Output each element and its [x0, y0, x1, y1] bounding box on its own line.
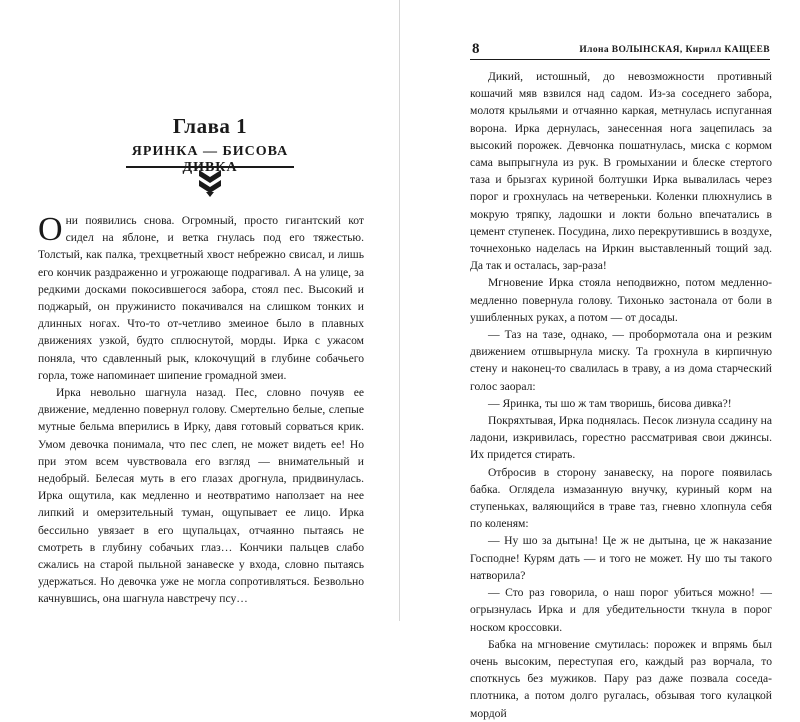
paragraph: [38, 212, 364, 384]
paragraph: Бабка на мгновение смутилась: порожек и впрямь был очень высоким, переступая его, каждый раз ворчала, то споткнусь без мужиков. Пару раз даже позвала соседа-плотника, а потом долго ругалась, обзывая того кулацкой мордой: [470, 637, 772, 720]
running-head: Илона ВОЛЫНСКАЯ, Кирилл КАЩЕЕВ: [579, 45, 770, 55]
paragraph: — Сто раз говорила, о наш порог убиться можно! — огрызнулась Ирка и для убедительности ткнула в порог носком кроссовки.: [470, 586, 772, 634]
left-page: [0, 0, 399, 621]
paragraph: — Таз на тазе, однако, — пробормотала она и резким движением отшвырнула миску. Та грохнула в кирпичную стену и наконец-то свалилась в траву, а из дома старческий голос заорал:: [470, 328, 772, 393]
running-head-rule: [470, 59, 770, 60]
paragraph: — Ну шо за дытына! Це ж не дытына, це ж наказание Господне! Курям дать — и того не может. Ну шо ты такого натворила?: [470, 534, 772, 582]
paragraph: Дикий, истошный, до невозможности противный кошачий мяв взвился над садом. Из-за соседнего забора, молотя крыльями и отчаянно каркая, метнулась испуганная ворона. Ирка дернулась, занесенная нога зацепилась за высокий порожек. Девчонка пошатнулась, миска с кормом сама выпрыгнула из рук. В громыхании и блеске стертого таза и брызгах куриной болтушки Ирка вывалилась через порог и грохнулась на четвереньки. Коленки плюхнулись в мокрую тряпку, ладошки и локти больно впечатались в цемент ступенек. Посудина, лихо перекрутившись в воздухе, точнехонько наделась на Иркин выставленный тощий зад. Да так и осталась, зар-раза!: [470, 70, 772, 273]
chapter-subtitle: ЯРИНКА — БИСОВА: [131, 144, 289, 159]
chapter-ornament-icon: [195, 168, 225, 198]
paragraph: Мгновение Ирка стояла неподвижно, потом медленно-медленно повернула голову. Тихонько застонала от боли в ушибленных руках, а потом — от досады.: [470, 276, 772, 324]
drop-cap: О: [38, 211, 63, 248]
right-body-text: [470, 68, 772, 722]
paragraph: Ирка невольно шагнула назад. Пес, словно почуяв ее движение, медленно повернул голову. Смертельно белые, слепые мутные бельма вперились в Ирку, давя готовый сорваться крик. Умом девочка понимала, что пес слеп, не может видеть ее! Но при этом всем чувствовала его взгляд — внимательный и недобрый. Белесая муть в его глазах дрогнула, придвинулась. Ирка ощутила, как медленно и неотвратимо наползает на нее липкий и омерзительный туман, ощупывает ее лицо. Ирка бессильно увязает в его щупальцах, отчаянно пытаясь не смотреть в глубину собачьих глаз… Кончики пальцев слабо сжались на старой пыльной занавеске у входа, словно пытаясь удержаться. Но девочка уже не могла сопротивляться. Безвольно качнувшись, она шагнула навстречу псу…: [38, 386, 364, 606]
paragraph: Покряхтывая, Ирка поднялась. Песок лизнула ссадину на ладони, изкривилась, горестно рассматривая свои джинсы. Их придется стирать.: [470, 414, 772, 462]
paragraph: — Яринка, ты шо ж там творишь, бисова дивка?!: [488, 396, 732, 410]
paragraph-text: ни появились снова. Огромный, просто гигантский кот сидел на яблоне, и ветка гнулась под его тяжестью. Толстый, как палка, трехцветный хвост небрежно свисал, и лишь его кончик раздраженно и угрожающе подрагивал. А на улице, за редкими досками покосившегося забора, стоял пес. Высокий и поджарый, он пружинисто покачивался на слишком тонких и длинных ногах. Что-то от-четливо змеиное было в плавных движениях узкой, будто сплюснутой, морды. Ирка с ужасом поняла, что сдавленный рык, клокочущий в глубине собачьего горла, тоже напоминает шипение громадной змеи.: [38, 214, 364, 382]
page-number: 8: [472, 41, 480, 57]
paragraph: Отбросив в сторону занавеску, на пороге появилась бабка. Оглядела измазанную внучку, куриный корм на ступеньках, валяющийся в траве таз, гневно хлопнула себя по коленям:: [470, 465, 772, 531]
chapter-title: Глава 1: [172, 114, 248, 138]
left-body-text: [38, 212, 364, 608]
